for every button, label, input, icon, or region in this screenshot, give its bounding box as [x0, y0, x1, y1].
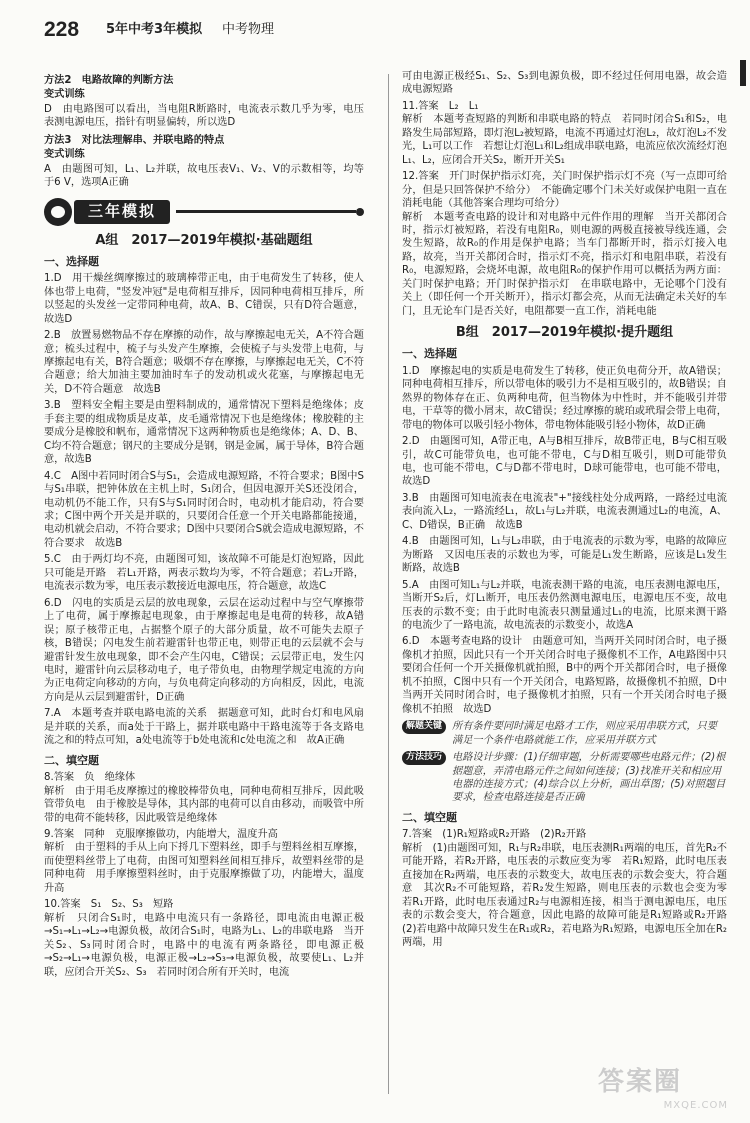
method3-text: A 由题图可知，L₁、L₂并联，故电压表V₁、V₂、V的示数相等，均等于6 V，选项A正确 [44, 163, 364, 189]
analysis-a12: 解析 本题考查电路的设计和对电路中元件作用的理解 当开关都闭合时，指示灯被短路，若没有电阻R₀，则电源的两极直接被导线连通，会发生短路，故R₀的作用是保护电路；当车门都断开时，指示灯接入电路，故亮，当开关都闭合时，指示灯不亮，指示灯和电阻串联，若没有R₀，电源短路，会烧坏电源，故电阻R₀的保护作用可以概括为两方面：关门时保护电路；开门时保护指示灯 在串联电路中，无论哪个门没有关上（即任何一个开关断开），指示灯都会亮，从而无法确定未关好的车门，且无论车门是否关好，电阻都要一直工作，消耗电能 [402, 211, 727, 317]
group-a-title: A组 2017—2019年模拟·基础题组 [95, 232, 313, 248]
section-banner [44, 198, 364, 226]
banner-dot-icon [356, 208, 364, 216]
tip-method-tag: 方法技巧 [402, 751, 446, 765]
section-fill: 二、填空题 [44, 753, 99, 767]
edge-marker [740, 60, 746, 86]
answer-b6: 6.D 本题考查电路的设计 由题意可知，当两开关同时闭合时，电子摄像机才拍照，因此只有一个开关闭合时电子摄像机不工作，A电路图中只要闭合任何一个开关摄像机就拍照，B中的两个开关都闭合时，电子摄像机不拍照，C图中只有一个开关闭合，电路短路，故摄像机不拍照，D中当两开关同时闭合时，电子摄像机才拍照，只有一个开关闭合时电子摄像机不拍照 故选D [402, 636, 727, 715]
answer-a12: 12.答案 开门时保护指示灯亮，关门时保护指示灯不亮（写一点即可给分，但是只回答保护不给分） 不能确定哪个门未关好或保护电阻一直在消耗电能（其他答案合理均可给分） [402, 171, 727, 210]
section-choice-b: 一、选择题 [402, 347, 457, 361]
analysis-a10-continued: 可由电源正极经S₁、S₂、S₃到电源负极，即不经过任何用电器，故会造成电源短路 [402, 71, 727, 96]
watermark-site: MXQE.COM [663, 1100, 728, 1112]
answer-b5: 5.A 由图可知L₁与L₂并联，电流表测干路的电流，电压表测电源电压，当断开S₂后，灯L₁断开，电压表仍然测电源电压，电源电压不变，故电压表的示数不变；由于此时电流表只测量通过L₁的电流，比原来测干路的电流少了一路电流，故电流表的示数变小，故选A [402, 579, 727, 631]
tip-method [402, 751, 727, 805]
answer-a10: 10.答案 S₁ S₂、S₃ 短路 [44, 899, 174, 911]
tip-key-text: 所有条件要同时满足电路才工作，则应采用串联方式，只要满足一个条件电路就能工作，应采用并联方式 [452, 721, 717, 746]
method3-title: 方法3 对比法理解串、并联电路的特点 [44, 134, 225, 146]
watermark [598, 1065, 728, 1112]
method2-title: 方法2 电路故障的判断方法 [44, 75, 174, 86]
answer-a5: 5.C 由于两灯均不亮，由题图可知，该故障不可能是灯泡短路，因此只可能是开路 若L₁开路，两表示数均为零，不符合题意；若L₂开路，电流表示数为零，电压表示数接近电源电压，符合题意，故选C [44, 554, 364, 593]
answer-a2: 2.B 放置易燃物品不存在摩擦的动作，故与摩擦起电无关，A不符合题意；梳头过程中，梳子与头发产生摩擦，会使梳子与头发带上电荷，与摩擦起电有关，B符合题意；吸烟不存在摩擦，与摩擦起电无关，C不符合题意；给大加油主要加油时车子的发动机或火花塞，与摩擦起电无关，D不符合题意 故选B [44, 330, 364, 395]
section-fill-b: 二、填空题 [402, 810, 457, 824]
mascot-icon [44, 198, 72, 226]
analysis-a8: 解析 由于用毛皮摩擦过的橡胶棒带负电，同种电荷相互排斥，因此吸管带负电 由于橡胶是导体，其内部的电荷可以自由移动，而吸管中所带的电荷不能转移，因此吸管是绝缘体 [44, 785, 364, 824]
left-column [44, 70, 364, 980]
banner-title: 三年模拟 [74, 200, 170, 224]
answer-b1: 1.D 摩擦起电的实质是电荷发生了转移，使正负电荷分开，故A错误；同种电荷相互排斥，所以带电体的吸引力不是相互吸引的，故B错误；自然界的物体存在正、负两种电荷，但当物体为中性时，并不能吸引并带电，干草等的微小屑末，故C错误；经过摩擦的琥珀或玳瑁会带上电荷，带电的物体可以吸引轻小物体，带电物体能吸引轻小物体，故D正确 [402, 365, 727, 431]
analysis-a10: 解析 只闭合S₁时，电路中电流只有一条路径，即电流由电源正极→S₁→L₁→L₂→电源负极，故闭合S₁时，电路为L₁、L₂的串联电路 当开关S₂、S₃同时闭合时，电路中的电流有两条路径，即电源正极→S₂→L₁→电源负极，电源正极→L₂→S₃→电源负极，故要使L₁、L₂并联，应闭合开关S₂、S₃ 若同时闭合所有开关时，电流 [44, 912, 364, 978]
answer-b2: 2.D 由题图可知，A带正电，A与B相互排斥，故B带正电，B与C相互吸引，故C可能带负电，也可能不带电，C与D相互吸引，则D可能带负电，也可能不带电，C与D都不带电时，D球可能带电，也可能不带电，故选D [402, 436, 727, 488]
answer-a4: 4.C A图中若同时闭合S与S₁，会造成电源短路，不符合要求；B图中S与S₁串联，把钟体放在主机上时，S₁闭合，但因电源开关S还没闭合，电动机仍不能工作，只有S与S₁同时闭合时，电动机才能启动，符合要求；C图中两个开关是并联的，只要闭合任意一个开关电路都能接通，电动机就会启动，不符合要求；D图中只要闭合S就会造成电源短路，不符合要求 故选B [44, 470, 364, 549]
method2-text: D 由电路图可以看出，当电阻R断路时，电流表示数几乎为零，电压表测电源电压，指针有明显偏转，所以选D [44, 103, 364, 129]
answer-a6: 6.D 闪电的实质是云层的放电现象，云层在运动过程中与空气摩擦带上了电荷，属于摩擦起电现象，由于摩擦起电是电荷的转移，故A错误；原子核带正电，占据整个原子的大部分质量，故不可能失去原子核，B错误；闪电发生前若避雷针也带正电，则带正电的云层就不会与避雷针发生放电现象，即不会产生闪电，C错误；云层带正电，发生闪电时，避雷针向云层移动电子，电子带负电，由物理学规定电流的方向为正电荷定向移动的方向，与负电荷定向移动的方向相反，因此，电流方向是从云层到避雷针，D正确 [44, 597, 364, 703]
tip-key [402, 720, 727, 747]
column-divider [388, 74, 389, 1094]
banner-rule [176, 210, 356, 213]
analysis-b7: 解析 (1)由题图可知，R₁与R₂串联，电压表测R₁两端的电压，首先R₂不可能开路，若R₂开路，电压表的示数应变为零 若R₁短路，此时电压表直接加在R₂两端，电压表的示数变大，故电压表的示数会变大，符合题意 其次R₂不可能短路，若R₂发生短路，则电压表的示数也会变为零 若R₁开路，此时电压表通过R₂与电源相连接，相当于测电源电压，电压表的示数会变大，符合题意，因此电路的故障可能是R₁短路或R₂开路 (2)若电路中故障只发生在R₁或R₂，若电路为R₁短路，电源电压全加在R₂两端，用 [402, 842, 738, 949]
answer-b7: 7.答案 (1)R₁短路或R₂开路 (2)R₂开路 [402, 829, 587, 841]
analysis-a9: 解析 由于塑料的手从上向下捋几下塑料丝，即手与塑料丝相互摩擦，而使塑料丝带上了电荷，由图可知塑料丝间相互排斥，故塑料丝带的是同种电荷 用手摩擦塑料丝时，由于克服摩擦做了功，内能增大，温度升高 [44, 842, 364, 894]
answer-a9: 9.答案 同种 克服摩擦做功，内能增大，温度升高 [44, 829, 278, 841]
subject-title: 中考物理 [222, 22, 275, 37]
tip-key-tag: 解题关键 [402, 720, 446, 734]
tip-method-text: 电路设计步骤：(1)仔细审题，分析需要哪些电路元件；(2)根据题意，弄清电路元件之间如何连接；(3)找准开关和相应用电器的连接方式；(4)综合以上分析，画出草图；(5)对照题目要求，检查电路连接是否正确 [452, 752, 726, 804]
page-header [44, 14, 704, 54]
group-b-title: B组 2017—2019年模拟·提升题组 [455, 325, 674, 341]
answer-b3: 3.B 由题图可知电流表在电流表"+"接线柱处分成两路，一路经过电流表向流入L₂，一路流经L₁，故L₁与L₂并联，电流表测通过L₂的电流，A、C、D错误，B正确 故选B [402, 492, 727, 531]
right-column [402, 70, 738, 950]
method2-subtitle: 变式训练 [44, 89, 85, 101]
answer-a1: 1.D 用干燥丝绸摩擦过的玻璃棒带正电，由于电荷发生了转移，使人体也带上电荷，"竖发冲冠"是电荷相互排斥，因同种电荷相互排斥，所以竖起的头发丝一定带同种电荷，故A、B、C错误，只有D符合题意，故选D [44, 273, 364, 325]
page-number: 228 [44, 18, 80, 41]
watermark-brand: 答案圈 [598, 1067, 683, 1097]
section-choice: 一、选择题 [44, 254, 99, 268]
answer-a3: 3.B 塑料安全帽主要是由塑料制成的，通常情况下塑料是绝缘体；皮手套主要的组成物质是皮革，皮毛通常情况下也是绝缘体；橡胶鞋的主要成分是橡胶和帆布，通常情况下这两种物质也是绝缘体；A、D、B、C均不符合题意；钢尺的主要成分是钢，钢是金属，属于导体，B符合题意，故选B [44, 400, 364, 466]
analysis-a11: 解析 本题考查短路的判断和串联电路的特点 若同时闭合S₁和S₂，电路发生局部短路，即灯泡L₂被短路，电流不再通过灯泡L₂，故灯泡L₂不发光，L₁可以工作 若想让灯泡L₁和L₂组成串联电路，电流应依次流经灯泡L₁、L₂，应闭合开关S₂，断开开关S₁ [402, 114, 727, 166]
method3-subtitle: 变式训练 [44, 149, 85, 161]
answer-b4: 4.B 由题图可知，L₁与L₂串联，由于电流表的示数为零，电路的故障应为断路 又因电压表的示数也为零，可能是L₁发生断路，应该是L₁发生断路，故选B [402, 536, 727, 575]
answer-a8: 8.答案 负 绝缘体 [44, 772, 136, 784]
answer-a7: 7.A 本题考查并联电路电流的关系 据题意可知，此时台灯和电风扇是并联的关系，而a处于干路上，据并联电路中干路电流等于各支路电流之和的特点可知，a处电流等于b处电流和c处电流之和 故A正确 [44, 708, 364, 747]
answer-a11: 11.答案 L₂ L₁ [402, 100, 479, 112]
book-title: 5年中考3年模拟 [106, 22, 203, 37]
